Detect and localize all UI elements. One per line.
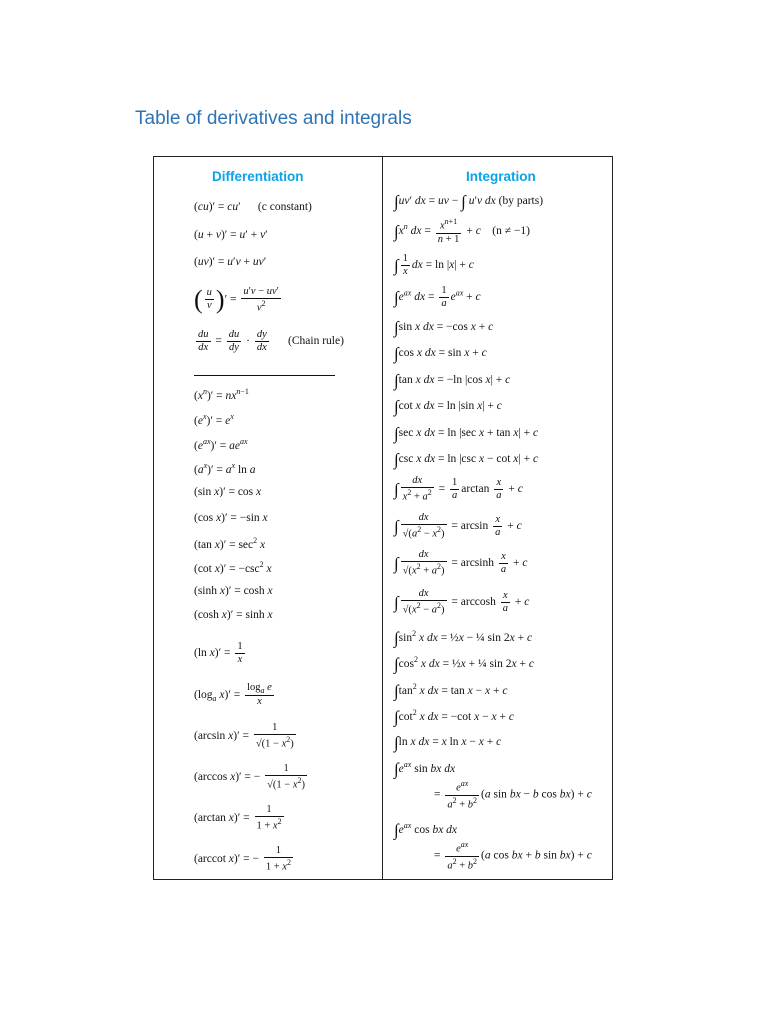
formula-int-arctan: ∫ $\frac{dx}{x^2 + a^2}$ = $\frac{1}{a}$ arctan $\frac{x}{a}$ + c bbox=[394, 475, 523, 503]
formula-exp-ax: $(e^{ax})' = ae^{ax}$ bbox=[194, 437, 248, 452]
formula-tan: (tan $x)' = \sec^2 x$ bbox=[194, 536, 266, 551]
formula-cos: (cos x)′ = −sin x bbox=[194, 512, 268, 524]
formula-exp: $(e^x)' = e^x$ bbox=[194, 412, 234, 427]
integration-header: Integration bbox=[466, 169, 536, 184]
formula-int-power: $\int x^n$ dx = $\frac{x^{n+1}}{n + 1}$ + c (n ≠ −1) bbox=[394, 217, 531, 245]
formula-int-reciprocal: ∫ $\frac{1}{x}$ dx = ln |x| + c bbox=[394, 253, 474, 278]
formula-power: $(x^n)' = nx^{n-1}$ bbox=[194, 387, 249, 402]
formula-int-exp: $\int e^{ax}$ dx = $\frac{1}{a}$ $e^{ax} + c$ bbox=[394, 285, 481, 310]
formula-arctan: (arctan x)′ = $\frac{1}{1 + x^2}$ bbox=[194, 804, 282, 832]
formula-constant-multiple: (cu)′ = cu′ (c constant) bbox=[194, 201, 312, 213]
formula-sinh: (sinh x)′ = cosh x bbox=[194, 585, 273, 597]
formula-sum-rule: (u + v)′ = u′ + v′ bbox=[194, 229, 268, 241]
formula-int-cos2: $\int\cos^2$ x dx = ½x + ¼ sin 2x + c bbox=[394, 654, 534, 674]
note-by-parts: (by parts) bbox=[498, 195, 544, 208]
formula-int-arcsinh: ∫ $\frac{dx}{√(x^2 + a^2)}$ = arcsinh $\frac{x}{a}$ + c bbox=[394, 549, 528, 577]
differentiation-header: Differentiation bbox=[212, 169, 304, 184]
formula-int-cos: ∫cos x dx = sin x + c bbox=[394, 344, 487, 363]
formula-int-cot: ∫cot x dx = ln |sin x| + c bbox=[394, 397, 502, 416]
formula-int-exp-sin: $\int e^{ax}$ sin bx dx bbox=[394, 759, 456, 779]
formula-int-arcsin: ∫ $\frac{dx}{√(a^2 - x^2)}$ = arcsin $\frac{x}{a}$ + c bbox=[394, 512, 522, 540]
formula-int-csc: ∫csc x dx = ln |csc x − cot x| + c bbox=[394, 450, 539, 469]
note-chain-rule: (Chain rule) bbox=[288, 335, 344, 348]
formula-int-ln: ∫ln x dx = x ln x − x + c bbox=[394, 733, 502, 752]
formula-cosh: (cosh x)′ = sinh x bbox=[194, 609, 273, 621]
formula-chain-rule: $\frac{du}{dx}$ = $\frac{du}{dy}$ · $\frac{dy}{dx}$ (Chain rule) bbox=[198, 329, 344, 354]
formula-quotient-rule: ( $\frac{u}{v}$ )′ = $\frac{u'v - uv'}{v^2}$ bbox=[194, 285, 279, 314]
formula-int-tan2: $\int\tan^2$ x dx = tan x − x + c bbox=[394, 681, 508, 701]
formula-cot: (cot $x)' = -\csc^2$ x bbox=[194, 560, 272, 575]
formula-int-exp-cos-result: = $\frac{e^{ax}}{a^2 + b^2}$ (a cos bx + b sin bx) + c bbox=[434, 840, 592, 872]
formula-table bbox=[153, 156, 613, 880]
page-title: Table of derivatives and integrals bbox=[135, 108, 412, 129]
formula-product-rule: (uv)′ = u′v + uv′ bbox=[194, 256, 267, 268]
formula-int-sin2: $\int\sin^2$ x dx = ½x − ¼ sin 2x + c bbox=[394, 628, 533, 648]
formula-sin: (sin x)′ = cos x bbox=[194, 486, 262, 498]
note-c-constant: (c constant) bbox=[257, 201, 312, 213]
formula-int-cot2: $\int\cot^2$ x dx = −cot x − x + c bbox=[394, 707, 514, 727]
formula-int-tan: ∫tan x dx = −ln |cos x| + c bbox=[394, 371, 511, 390]
formula-arccot: (arccot x)′ = − $\frac{1}{1 + x^2}$ bbox=[194, 845, 291, 873]
formula-int-sec: ∫sec x dx = ln |sec x + tan x| + c bbox=[394, 424, 539, 443]
section-rule bbox=[194, 375, 335, 376]
formula-int-exp-cos: $\int e^{ax}$ cos bx dx bbox=[394, 820, 458, 840]
formula-int-exp-sin-result: = $\frac{e^{ax}}{a^2 + b^2}$ (a sin bx − b cos bx) + c bbox=[434, 779, 592, 811]
formula-ln: (ln x)′ = $\frac{1}{x}$ bbox=[194, 641, 243, 666]
formula-a-power: $(a^x)' = a^x$ ln a bbox=[194, 461, 256, 476]
formula-int-sin: ∫sin x dx = −cos x + c bbox=[394, 318, 494, 337]
formula-arcsin: (arcsin x)′ = $\frac{1}{√(1 - x^2)}$ bbox=[194, 722, 294, 750]
formula-log-a: ($\log_a$ x)′ = $\frac{\log_a e}{x}$ bbox=[194, 682, 272, 708]
formula-int-arccosh: ∫ $\frac{dx}{√(x^2 - a^2)}$ = arccosh $\frac{x}{a}$ + c bbox=[394, 588, 530, 616]
note-n-neq: (n ≠ −1) bbox=[492, 224, 531, 237]
formula-by-parts: ∫uv′ dx = uv − ∫ u′v dx (by parts) bbox=[394, 192, 544, 211]
formula-arccos: (arccos x)′ = − $\frac{1}{√(1 - x^2)}$ bbox=[194, 763, 305, 791]
column-divider bbox=[382, 157, 383, 879]
